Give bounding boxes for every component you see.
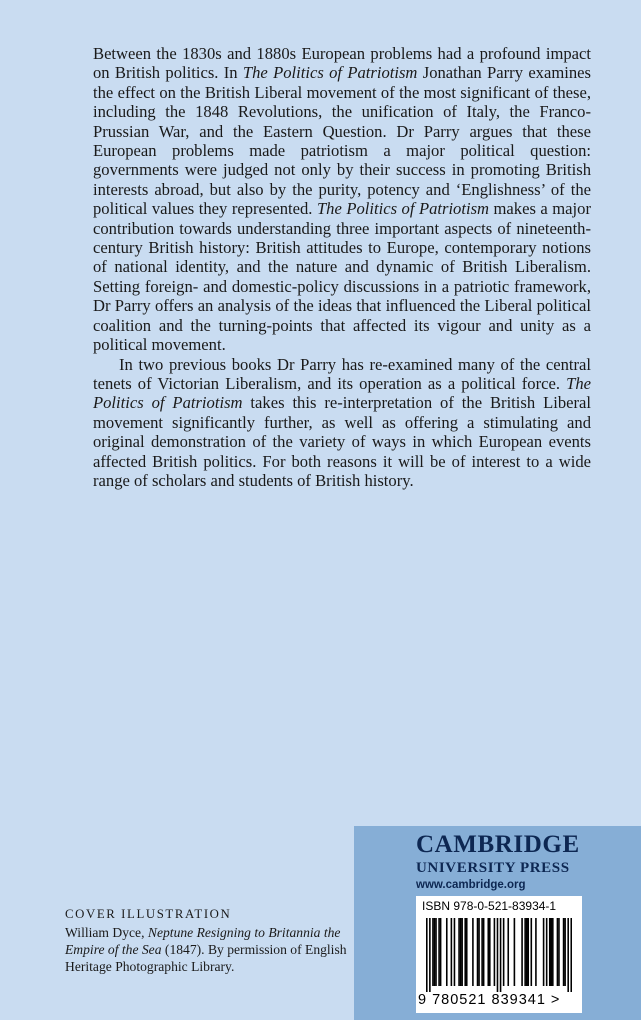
blurb-paragraph-1 <box>93 44 591 355</box>
blurb-text-run: Between the 1830s and 1880s European problems had a profound impact on British politics. In <box>93 44 591 83</box>
barcode-bar <box>527 918 529 986</box>
book-title-italic: The Politics of Patriotism <box>93 373 591 413</box>
barcode-bar <box>451 918 453 986</box>
barcode-bar <box>497 918 499 992</box>
barcode-bar <box>440 918 442 986</box>
barcode-bar <box>426 918 428 992</box>
barcode-bar <box>546 918 548 986</box>
barcode-bar <box>483 918 485 986</box>
isbn-barcode <box>416 896 582 1013</box>
barcode-bar <box>549 918 551 986</box>
barcode-bar <box>461 918 463 986</box>
barcode-bar <box>460 918 462 986</box>
barcode-bar <box>429 918 431 992</box>
barcode-bar <box>563 918 565 986</box>
barcode-bar <box>438 918 440 986</box>
publisher-name: CAMBRIDGE <box>416 831 580 858</box>
barcode-bar <box>514 918 516 986</box>
barcode-bar <box>507 918 509 986</box>
barcode-number: 9 780521 839341 > <box>418 992 561 1008</box>
isbn-label: ISBN 978-0-521-83934-1 <box>422 899 557 913</box>
cover-illustration-heading: COVER ILLUSTRATION <box>65 907 232 921</box>
barcode-bar <box>500 918 502 992</box>
publisher-website: www.cambridge.org <box>416 879 526 891</box>
barcode-bar <box>552 918 554 986</box>
cover-illustration-text <box>65 924 355 975</box>
back-cover-blurb <box>93 44 591 490</box>
publisher-subtitle: UNIVERSITY PRESS <box>416 860 570 876</box>
blurb-paragraph-2 <box>93 355 591 491</box>
barcode-bar <box>558 918 560 986</box>
barcode-bar <box>487 918 489 986</box>
barcode-bar <box>478 918 480 986</box>
barcode-bar <box>477 918 479 986</box>
credit-permission: (1847). By permission of English Heritage Photographic Library. <box>65 942 347 974</box>
blurb-text-run: takes this re-interpretation of the British Liberal movement significantly further, as well as offering a stimulating and original demonstration of the variety of ways in which European events affected British politics. For both reasons it will be of interest to a wide range of scholars and students of British history. <box>93 393 591 490</box>
barcode-bar <box>567 918 569 992</box>
barcode-bar <box>446 918 448 986</box>
barcode-bar <box>458 918 460 986</box>
barcode-bar <box>531 918 533 986</box>
barcode-bar <box>432 918 434 986</box>
blurb-text-run: makes a major contribution towards understanding three important aspects of nineteenth-century British history: British attitudes to Europe, contemporary notions of national identity, and the nature and dynamic of British Liberalism. Setting foreign- and domestic-policy discussions in a patriotic framework, Dr Parry offers an analysis of the ideas that influenced the Liberal political coalition and the turning-points that affected its vigour and unity as a political movement. <box>93 199 591 355</box>
barcode-bar <box>535 918 537 986</box>
barcode-bar <box>494 918 496 986</box>
barcode-bars <box>426 918 572 992</box>
blurb-text-run: Jonathan Parry examines the effect on the British Liberal movement of the most significant of these, including the 1848 Revolutions, the unification of Italy, the Franco-Prussian War, and the Eastern Question. Dr Parry argues that these European problems made patriotism a major political question: governments were judged not only by their success in promoting British interests abroad, but also by the purity, potency and ‘Englishness’ of the political values they represented. <box>93 63 591 219</box>
barcode-bar <box>524 918 526 986</box>
barcode-bar <box>564 918 566 986</box>
barcode-bar <box>570 918 572 992</box>
credit-artist: William Dyce, <box>65 925 148 940</box>
cover-illustration-credit <box>65 906 355 975</box>
barcode-bar <box>521 918 523 986</box>
barcode-bar <box>435 918 437 986</box>
barcode-bar <box>489 918 491 986</box>
barcode-bar <box>543 918 545 986</box>
barcode-bar <box>464 918 466 986</box>
barcode-bar <box>526 918 528 986</box>
barcode-bar <box>472 918 474 986</box>
barcode-bar <box>454 918 456 986</box>
barcode-bar <box>503 918 505 986</box>
barcode-bar <box>481 918 483 986</box>
book-title-italic: The Politics of Patriotism <box>242 63 418 83</box>
credit-artwork-title: Neptune Resigning to Britannia the Empire of the Sea <box>65 925 341 957</box>
barcode-bar <box>434 918 436 986</box>
publisher-panel <box>354 826 641 1020</box>
blurb-text-run: In two previous books Dr Parry has re-examined many of the central tenets of Victorian Liberalism, and its operation as a political force. <box>93 354 591 393</box>
book-title-italic: The Politics of Patriotism <box>316 199 490 219</box>
barcode-bar <box>550 918 552 986</box>
barcode-bar <box>466 918 468 986</box>
barcode-bar <box>557 918 559 986</box>
